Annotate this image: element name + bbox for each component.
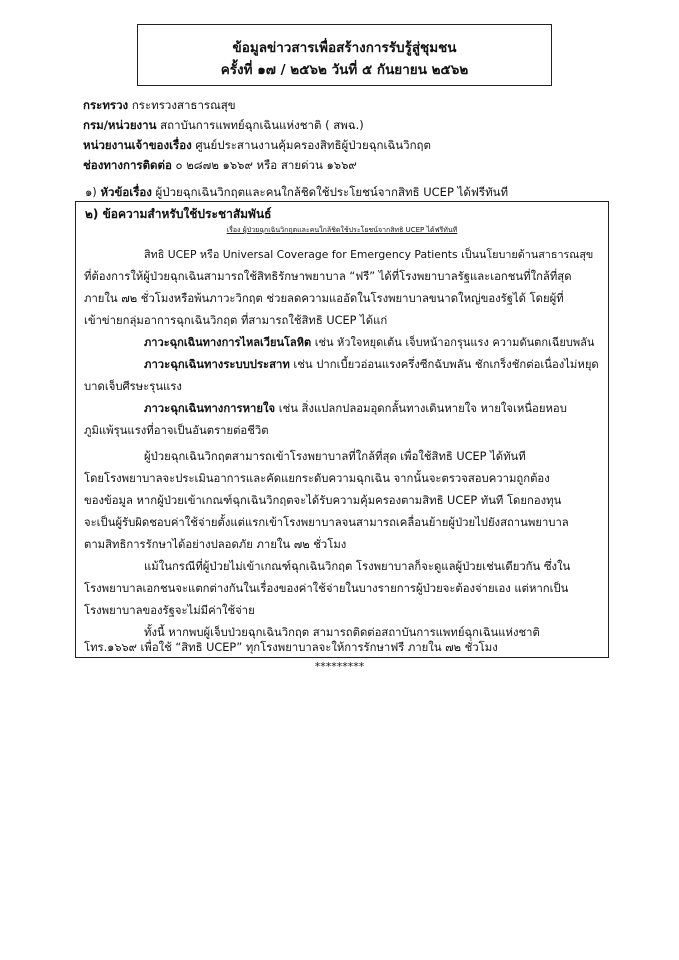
p3-line: โรงพยาบาลเอกชนจะแตกต่างกันในเรื่องของค่าใช้จ่ายในบางรายการผู้ป่วยจะต้องจ่ายเอง แต่หากเป็น bbox=[84, 582, 569, 595]
p3-line: โรงพยาบาลของรัฐจะไม่มีค่าใช้จ่าย bbox=[84, 604, 255, 617]
p2-line: ตามสิทธิการรักษาได้อย่างปลอดภัย ภายใน ๗๒ ชั่วโมง bbox=[84, 538, 347, 551]
department-line bbox=[83, 117, 364, 135]
criteria-circulation bbox=[144, 336, 594, 350]
criteria-neuro-text: เช่น ปากเบี้ยวอ่อนแรงครึ่งซีกฉับพลัน ชักเกร็งชักต่อเนื่องไม่หยุด bbox=[293, 358, 599, 371]
content-box bbox=[75, 201, 609, 658]
p1-line: ที่ต้องการให้ผู้ป่วยฉุกเฉินสามารถใช้สิทธิรักษาพยาบาล “ฟรี” ได้ที่โรงพยาบาลรัฐและเอกชนที่ใกล้ที่สุด bbox=[84, 270, 572, 283]
owner-label: หน่วยงานเจ้าของเรื่อง bbox=[83, 138, 192, 152]
p2-line: ของข้อมูล หากผู้ป่วยเข้าเกณฑ์ฉุกเฉินวิกฤตจะได้รับความคุ้มครองตามสิทธิ UCEP ทันที โดยกองทุน bbox=[84, 494, 562, 507]
criteria-respiratory-label: ภาวะฉุกเฉินทางการหายใจ bbox=[144, 402, 276, 415]
topic-number: ๑) bbox=[85, 185, 97, 199]
department-value: สถาบันการแพทย์ฉุกเฉินแห่งชาติ ( สพฉ.) bbox=[160, 118, 364, 132]
p1-line: สิทธิ UCEP หรือ Universal Coverage for Emergency Patients เป็นนโยบายด้านสาธารณสุข bbox=[144, 248, 594, 261]
section-2-label: ๒) ข้อความสำหรับใช้ประชาสัมพันธ์ bbox=[85, 207, 272, 221]
criteria-circulation-label: ภาวะฉุกเฉินทางการไหลเวียนโลหิต bbox=[144, 336, 312, 349]
criteria-neuro-label: ภาวะฉุกเฉินทางระบบประสาท bbox=[144, 358, 290, 371]
topic-value: ผู้ป่วยฉุกเฉินวิกฤตและคนใกล้ชิดใช้ประโยชน์จากสิทธิ UCEP ได้ฟรีทันที bbox=[155, 185, 509, 199]
title-box bbox=[137, 24, 552, 86]
criteria-neuro bbox=[144, 358, 599, 372]
p2-line: ผู้ป่วยฉุกเฉินวิกฤตสามารถเข้าโรงพยาบาลที่ใกล้ที่สุด เพื่อใช้สิทธิ UCEP ได้ทันที bbox=[144, 450, 526, 463]
criteria-respiratory bbox=[144, 402, 567, 416]
criteria-neuro-cont: บาดเจ็บศีรษะรุนแรง bbox=[84, 380, 182, 393]
p2-line: จะเป็นผู้รับผิดชอบค่าใช้จ่ายตั้งแต่แรกเข้าโรงพยาบาลจนสามารถเคลื่อนย้ายผู้ป่วยไปยังสถานพยาบาล bbox=[84, 516, 569, 529]
owner-value: ศูนย์ประสานงานคุ้มครองสิทธิผู้ป่วยฉุกเฉินวิกฤต bbox=[195, 138, 431, 152]
owner-line bbox=[83, 137, 431, 155]
topic-line bbox=[85, 184, 508, 202]
end-stars: ********* bbox=[314, 660, 365, 673]
contact-value: ๐ ๒๘๗๒ ๑๖๖๙ หรือ สายด่วน ๑๖๖๙ bbox=[175, 158, 357, 172]
title-line-2: ครั้งที่ ๑๗ / ๒๕๖๒ วันที่ ๕ กันยายน ๒๕๖๒ bbox=[220, 62, 469, 78]
ministry-label: กระทรวง bbox=[83, 98, 129, 112]
criteria-respiratory-text: เช่น สิ่งแปลกปลอมอุดกลั้นทางเดินหายใจ หายใจเหนื่อยหอบ bbox=[278, 402, 567, 415]
p4-line: โทร.๑๖๖๙ เพื่อใช้ “สิทธิ UCEP” ทุกโรงพยาบาลจะให้การรักษาฟรี ภายใน ๗๒ ชั่วโมง bbox=[84, 641, 498, 654]
criteria-respiratory-cont: ภูมิแพ้รุนแรงที่อาจเป็นอันตรายต่อชีวิต bbox=[84, 424, 269, 437]
criteria-circulation-text: เช่น หัวใจหยุดเต้น เจ็บหน้าอกรุนแรง ความดันตกเฉียบพลัน bbox=[314, 336, 595, 349]
ministry-value: กระทรวงสาธารณสุข bbox=[131, 98, 236, 112]
p4-line: ทั้งนี้ หากพบผู้เจ็บป่วยฉุกเฉินวิกฤต สามารถติดต่อสถาบันการแพทย์ฉุกเฉินแห่งชาติ bbox=[144, 626, 540, 639]
contact-line bbox=[83, 157, 357, 175]
department-label: กรม/หน่วยงาน bbox=[83, 118, 157, 132]
ministry-line bbox=[83, 97, 236, 115]
title-line-1: ข้อมูลข่าวสารเพื่อสร้างการรับรู้สู่ชุมชน bbox=[232, 40, 457, 56]
topic-label: หัวข้อเรื่อง bbox=[100, 185, 152, 199]
p2-line: โดยโรงพยาบาลจะประเมินอาการและคัดแยกระดับความฉุกเฉิน จากนั้นจะตรวจสอบความถูกต้อง bbox=[84, 472, 550, 485]
contact-label: ช่องทางการติดต่อ bbox=[83, 158, 172, 172]
subject-line: เรื่อง ผู้ป่วยฉุกเฉินวิกฤตและคนใกล้ชิดใช้ประโยชน์จากสิทธิ UCEP ได้ฟรีทันที bbox=[226, 226, 458, 234]
p1-line: ภายใน ๗๒ ชั่วโมงหรือพ้นภาวะวิกฤต ช่วยลดความแออัดในโรงพยาบาลขนาดใหญ่ของรัฐได้ โดยผู้ที่ bbox=[84, 292, 564, 305]
p3-line: แม้ในกรณีที่ผู้ป่วยไม่เข้าเกณฑ์ฉุกเฉินวิกฤต โรงพยาบาลก็จะดูแลผู้ป่วยเช่นเดียวกัน ซึ่งใน bbox=[144, 560, 571, 573]
p1-line: เข้าข่ายกลุ่มอาการฉุกเฉินวิกฤต ที่สามารถใช้สิทธิ UCEP ได้แก่ bbox=[84, 314, 388, 327]
